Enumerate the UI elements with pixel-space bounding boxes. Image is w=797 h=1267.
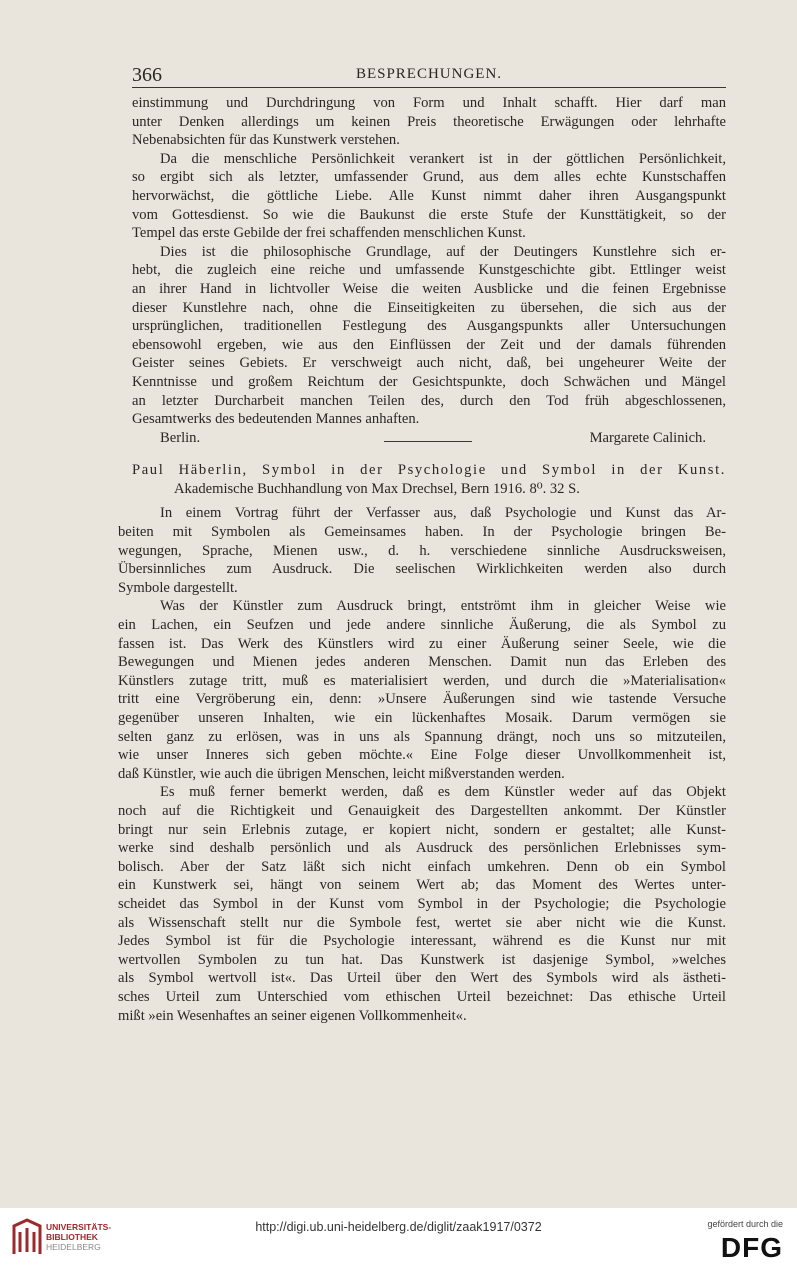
text-line: so ergibt sich als letzter, umfassender Grund, aus dem alles echte Kunstschaffen (132, 169, 726, 186)
review-calinich (118, 94, 726, 447)
text-line: gegenüber unseren Inhalten, wie ein lückenhaftes Mosaik. Darum vermögen sie (118, 710, 726, 726)
text-line: ein Kunstwerk sei, hängt von seinem Wert ab; das Moment des Wertes unter- (118, 877, 726, 894)
text-line: Dies ist die philosophische Grundlage, auf der Deutingers Kunstlehre sich er- (160, 243, 726, 260)
text-line: unter Denken allerdings um keinen Preis theoretische Erwägungen oder lehrhafte (132, 113, 726, 130)
review-haeberlin (118, 461, 726, 1025)
text-line: fassen ist. Das Werk des Künstlers wird zu einer Äußerung seiner Seele, wie die (118, 635, 726, 652)
text-line: ursprünglichen, traditionellen Festlegung des Ausgangspunkts aller Untersuchungen (132, 318, 726, 335)
text-line: tritt eine Vergröberung ein, denn: »Unsere Äußerungen sind wie tastende Versuche (118, 691, 726, 708)
publisher-line: Akademische Buchhandlung von Max Drechsel, Bern 1916. 8⁰. 32 S. (174, 480, 580, 497)
body-text (118, 94, 726, 1025)
text-line: hebt, die zugleich eine reiche und umfassende Kunstgeschichte gibt. Ettlinger weist (132, 262, 726, 279)
text-line: mißt »ein Wesenhaftes an seiner eigenen Vollkommenheit«. (118, 1007, 467, 1024)
text-line: an letzter Durcharbeit manchen Teilen des, durch den Tod früh abgeschlossenen, (132, 392, 726, 409)
text-line: wie unser Inneres sich geben möchte.« Eine Folge dieser Unvollkommenheit ist, (118, 747, 726, 764)
text-line: Da die menschliche Persönlichkeit verankert ist in der göttlichen Persönlichkeit, (160, 150, 726, 167)
viewer-footer (0, 1208, 797, 1267)
text-line: Geister seines Gebiets. Er verschweigt auch nicht, daß, bei ungeheurer Weite der (132, 355, 726, 372)
review-heading: Paul Häberlin, Symbol in der Psychologie und Symbol in der Kunst. (132, 462, 726, 479)
text-line: Bewegungen und Mienen jedes anderen Menschen. Damit nun das Erleben des (118, 654, 726, 671)
text-line: als Wissenschaft stellt nur die Symbole fest, wertet sie aber nicht wie die Kunst. (118, 914, 726, 931)
text-line: an ihrer Hand in lichtvoller Weise die weiten Ausblicke und die feinen Ergebnisse (132, 280, 726, 297)
text-line: Es muß ferner bemerkt werden, daß es dem Künstler weder auf das Objekt (160, 784, 726, 801)
running-header (132, 62, 726, 86)
text-line: wertvollen Symbolen zu tun hat. Das Kunstwerk ist dasjenige Symbol, »welches (118, 951, 726, 968)
text-line: daß Künstler, wie auch die übrigen Menschen, leicht mißverstanden werden. (118, 765, 565, 782)
text-line: Jedes Symbol ist für die Psychologie interessant, während es die Kunst nur mit (118, 933, 726, 950)
signature-city: Berlin. (160, 429, 201, 446)
text-line: Übersinnliches zum Ausdruck. Die seelischen Wirklichkeiten werden also durch (118, 561, 726, 578)
text-line: noch auf die Richtigkeit und Genauigkeit des Dargestellten ankommt. Der Künstler (118, 802, 726, 819)
text-line: Kenntnisse und großem Reichtum der Gesichtspunkte, doch Schwächen und Mängel (132, 373, 726, 390)
text-line: In einem Vortrag führt der Verfasser aus, daß Psychologie und Kunst das Ar- (160, 505, 726, 522)
text-line: wegungen, Sprache, Mienen usw., d. h. verschiedene sinnliche Ausdrucksweisen, (118, 542, 726, 559)
signature-line (118, 429, 726, 448)
separator-rule (384, 441, 472, 442)
text-line: dieser Kunstlehre nach, ohne die Einseitigkeiten zu übersehen, die sich aus der (132, 299, 726, 316)
text-line: Künstlers zutage tritt, muß es materialisiert werden, und durch die »Materialisation« (118, 672, 726, 689)
text-line: als Symbol wertvoll ist«. Das Urteil über den Wert des Symbols wird als ästheti- (118, 970, 726, 987)
library-name-line: UNIVERSITÄTS- (46, 1222, 112, 1232)
text-line: vom Gottesdienst. So wie die Baukunst die erste Stufe der Kunsttätigkeit, so der (132, 206, 726, 223)
page-number: 366 (132, 64, 162, 86)
running-title: BESPRECHUNGEN. (355, 66, 503, 82)
reviewer-name: Margarete Calinich. (589, 429, 706, 446)
text-line: selten ganz zu erlösen, was in uns als Spannung drängt, noch uns so mitzuteilen, (118, 728, 726, 745)
text-line: scheidet das Symbol in der Kunst vom Symbol in der Psychologie; die Psychologie (118, 895, 726, 912)
text-line: Gesamtwerks des bedeutenden Mannes anhaften. (132, 411, 420, 428)
text-line: Symbole dargestellt. (118, 579, 238, 596)
dfg-logo: DFG (720, 1232, 783, 1263)
text-line: bringt nur sein Erlebnis zutage, er kopiert nicht, sondern er gestaltet; alle Kunst- (118, 821, 726, 838)
text-line: hervorwächst, die göttliche Liebe. Alle Kunst nimmt daher ihren Ausgangspunkt (132, 187, 726, 204)
text-line: beiten mit Symbolen als Gemeinsames haben. In der Psychologie bringen Be- (118, 524, 726, 541)
text-line: einstimmung und Durchdringung von Form und Inhalt schafft. Hier darf man (132, 95, 726, 111)
text-line: Tempel das erste Gebilde der frei schaffenden menschlichen Kunst. (132, 225, 526, 242)
text-line: sches Urteil zum Unterschied vom ethischen Urteil bezeichnet: Das ethische Urteil (118, 988, 726, 1005)
library-name-line: BIBLIOTHEK (46, 1232, 98, 1242)
text-line: Was der Künstler zum Ausdruck bringt, entströmt ihm in gleicher Weise wie (160, 598, 726, 615)
text-line: werke sind deshalb persönlich und als Ausdruck des persönlichen Erlebnisses sym- (118, 840, 726, 857)
text-line: ebensowohl ergeben, wie aus den Einflüssen der Zeit und der damals führenden (132, 336, 726, 353)
header-rule (132, 87, 726, 88)
permalink-url[interactable]: http://digi.ub.uni-heidelberg.de/diglit/zaak1917/0372 (255, 1220, 542, 1234)
text-line: bolisch. Aber der Satz läßt sich nicht einfach umkehren. Denn ob ein Symbol (118, 858, 726, 875)
text-line: ein Lachen, ein Seufzen und jede andere sinnliche Äußerung, die als Symbol zu (118, 617, 726, 634)
library-name-line: HEIDELBERG (46, 1242, 101, 1252)
funder-caption: gefördert durch die (707, 1219, 783, 1229)
text-line: Nebenabsichten für das Kunstwerk verstehen. (132, 132, 400, 149)
section-gap (118, 447, 726, 461)
